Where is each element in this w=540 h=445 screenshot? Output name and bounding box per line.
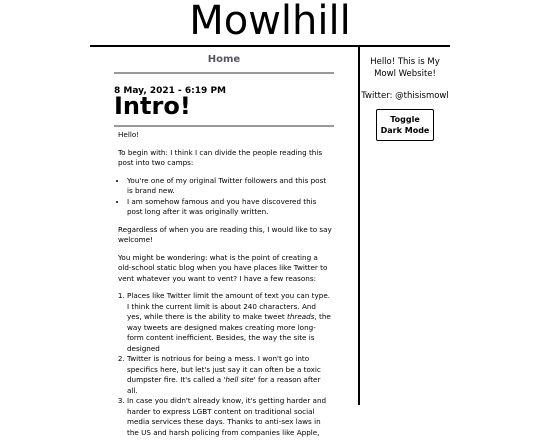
site-title: Mowlhill [189, 0, 351, 44]
reason-emphasis: 'hell site' [223, 375, 256, 384]
post-paragraph: To begin with: I think I can divide the people reading this post into two camps: [118, 147, 323, 167]
list-item: 3. In case you didn't already know, it's getting harder and harder to express LGBT content on traditional social media services these days. Thanks to anti-sex laws in the US and harsh policing from companies like Apple, [127, 396, 332, 438]
post-title-divider [114, 125, 334, 127]
nav-divider [114, 72, 334, 74]
list-item: • I am somehow famous and you have discovered this post long after it was originally written. [127, 197, 332, 218]
reason-text: for a reason after all. [127, 375, 321, 395]
reason-emphasis: threads [287, 312, 315, 321]
post-greeting: Hello! [118, 130, 140, 139]
reason-text: Places like Twitter limit the amount of text you can type. I think the current limit is about 240 characters. And yes, while there is the ability to make tweet [127, 291, 331, 321]
reason-text: Twitter is notrious for being a mess. I won't go into specifics here, but let's just say it can often be a toxic dumpster fire. It's called a [127, 354, 321, 384]
toggle-dark-mode-button[interactable]: Toggle Dark Mode [376, 109, 434, 141]
sidebar-greeting: Hello! This is My Mowl Website! [370, 57, 440, 79]
camps-list [118, 176, 332, 218]
post-body [118, 130, 332, 445]
sidebar [360, 56, 450, 141]
post-paragraph: Regardless of when you are reading this, I would like to say welcome! [118, 224, 332, 244]
post-date: 8 May, 2021 - 6:19 PM [114, 86, 226, 96]
post-paragraph: You might be wondering: what is the point of creating a old-school static blog when you have places like Twitter to vent whatever you want to vent? I have a few reasons: [118, 252, 328, 283]
nav-home-link[interactable]: Home [207, 54, 241, 65]
list-item: • You're one of my original Twitter followers and this post is brand new. [127, 176, 332, 197]
list-item [127, 354, 332, 396]
post-title: Intro! [114, 92, 191, 120]
reasons-list [118, 291, 332, 438]
header-divider [90, 45, 450, 47]
reason-text: , the way tweets are designed makes creating more long-form content inefficient. Besides, the way the site is designed [127, 312, 331, 353]
list-item [127, 291, 332, 354]
sidebar-twitter-handle: Twitter: @thisismowl [361, 91, 449, 101]
